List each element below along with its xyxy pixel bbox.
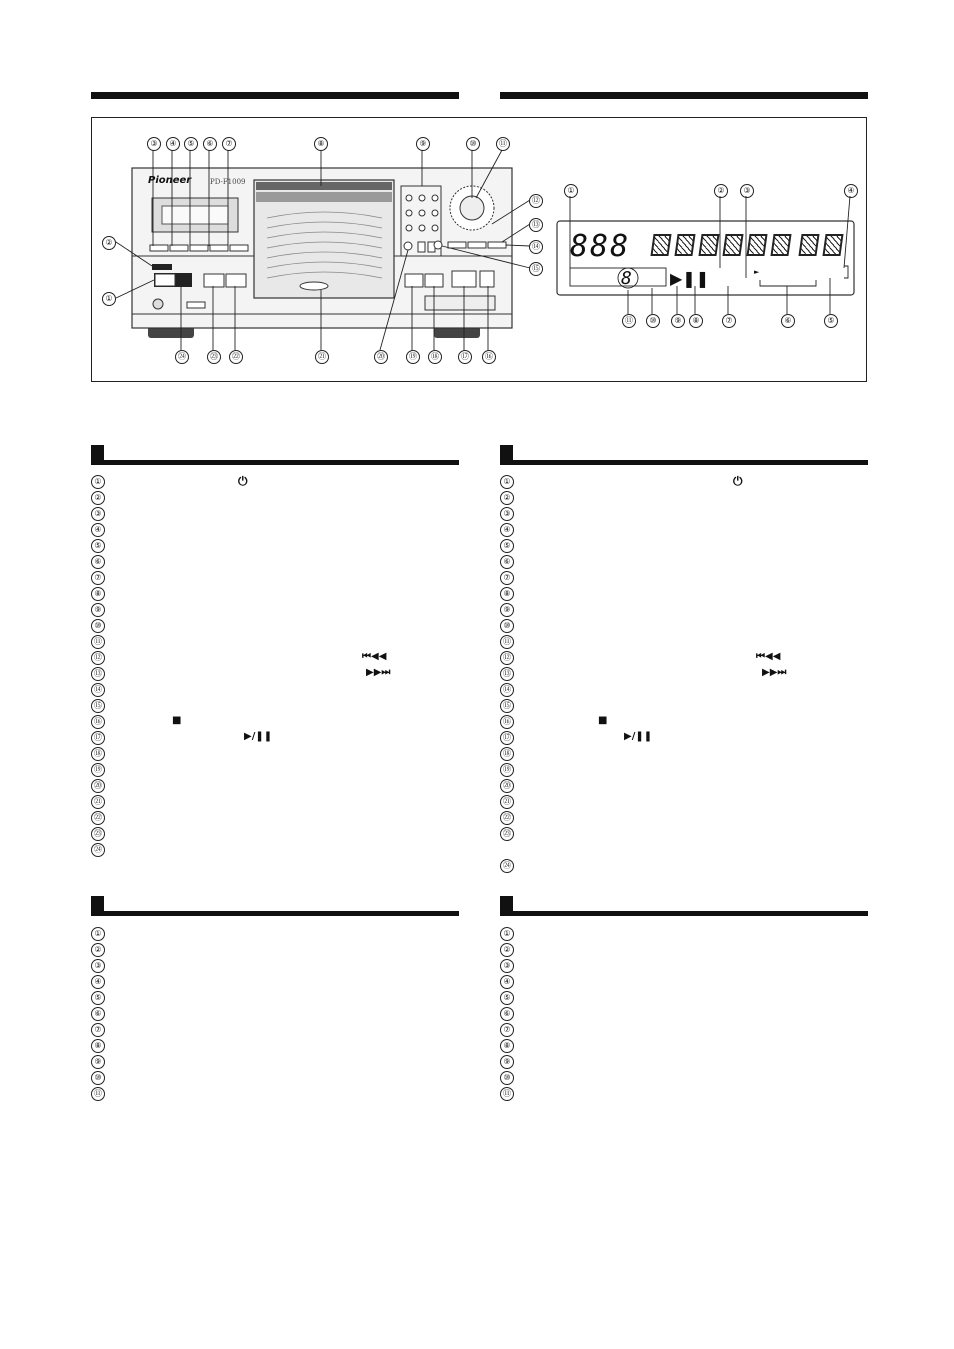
item-number: ⑳ bbox=[500, 779, 514, 793]
callout-7: ⑦ bbox=[222, 137, 236, 151]
item-number: ③ bbox=[500, 507, 514, 521]
segment-char bbox=[746, 234, 767, 256]
stop-icon: ■ bbox=[172, 715, 182, 726]
list-item bbox=[500, 618, 514, 634]
list-item bbox=[500, 698, 514, 714]
item-number: ⑰ bbox=[500, 731, 514, 745]
callout-17: ⑰ bbox=[458, 350, 472, 364]
list-item bbox=[500, 746, 514, 762]
list-item bbox=[500, 1038, 514, 1054]
list-item bbox=[500, 826, 514, 842]
power-icon: ⏻ bbox=[238, 474, 248, 488]
callout-1: ① bbox=[102, 292, 116, 306]
list-item bbox=[91, 698, 105, 714]
list-item bbox=[91, 1022, 105, 1038]
forward-icon: ▶▶⏭ bbox=[366, 667, 391, 678]
item-number: ⑤ bbox=[500, 991, 514, 1005]
list-item bbox=[91, 1070, 105, 1086]
list-item bbox=[91, 730, 105, 746]
item-number: ⑲ bbox=[91, 763, 105, 777]
list-item bbox=[91, 666, 105, 682]
list-item bbox=[91, 586, 105, 602]
item-number: ② bbox=[91, 491, 105, 505]
item-number: ⑨ bbox=[500, 1055, 514, 1069]
list-item bbox=[500, 1054, 514, 1070]
display-callout-6: ⑥ bbox=[781, 314, 795, 328]
brand-logo: Pioneer bbox=[148, 175, 192, 186]
item-number: ⑩ bbox=[91, 1071, 105, 1085]
item-number: ⑪ bbox=[91, 635, 105, 649]
callout-19: ⑲ bbox=[406, 350, 420, 364]
forward-icon: ▶▶⏭ bbox=[762, 667, 787, 678]
item-number: ㉒ bbox=[500, 811, 514, 825]
item-number: ⑩ bbox=[500, 1071, 514, 1085]
item-number: ⑤ bbox=[91, 539, 105, 553]
list-item bbox=[91, 1006, 105, 1022]
item-number: ② bbox=[500, 943, 514, 957]
callout-4: ④ bbox=[166, 137, 180, 151]
item-number: ㉓ bbox=[500, 827, 514, 841]
list-item bbox=[91, 778, 105, 794]
callout-22: ㉒ bbox=[229, 350, 243, 364]
item-number: ⑮ bbox=[500, 699, 514, 713]
item-number: ⑥ bbox=[91, 1007, 105, 1021]
item-number: ㉑ bbox=[500, 795, 514, 809]
display-callout-2: ② bbox=[714, 184, 728, 198]
list-item bbox=[91, 634, 105, 650]
callout-21: ㉑ bbox=[315, 350, 329, 364]
item-number: ⑬ bbox=[500, 667, 514, 681]
list-item bbox=[500, 942, 514, 958]
list-item bbox=[91, 682, 105, 698]
item-number: ⑯ bbox=[500, 715, 514, 729]
list-item bbox=[500, 794, 514, 810]
list-item bbox=[500, 506, 514, 522]
item-number: ⑪ bbox=[500, 1087, 514, 1101]
section-header-display-right bbox=[500, 896, 868, 916]
item-number: ② bbox=[500, 491, 514, 505]
callout-2: ② bbox=[102, 236, 116, 250]
callout-14: ⑭ bbox=[529, 240, 543, 254]
item-number: ⑮ bbox=[91, 699, 105, 713]
item-number: ⑧ bbox=[91, 587, 105, 601]
segment-char bbox=[698, 234, 719, 256]
item-number: ⑤ bbox=[500, 539, 514, 553]
item-number: ④ bbox=[91, 523, 105, 537]
item-number: ⑦ bbox=[91, 571, 105, 585]
item-number: ㉔ bbox=[500, 859, 514, 873]
list-item bbox=[91, 762, 105, 778]
item-number: ㉑ bbox=[91, 795, 105, 809]
callout-5: ⑤ bbox=[184, 137, 198, 151]
list-item bbox=[91, 746, 105, 762]
list-item bbox=[500, 778, 514, 794]
callout-20: ⑳ bbox=[374, 350, 388, 364]
item-number: ⑨ bbox=[91, 603, 105, 617]
item-number: ⑪ bbox=[500, 635, 514, 649]
item-number: ⑦ bbox=[500, 1023, 514, 1037]
item-number: ① bbox=[91, 927, 105, 941]
diagram-frame bbox=[91, 117, 867, 382]
list-item bbox=[500, 554, 514, 570]
display-callout-8: ⑧ bbox=[689, 314, 703, 328]
callout-15: ⑮ bbox=[529, 262, 543, 276]
segment-char bbox=[798, 234, 819, 256]
item-number: ④ bbox=[500, 523, 514, 537]
list-item bbox=[91, 490, 105, 506]
list-item bbox=[500, 974, 514, 990]
section-header-display-left bbox=[91, 896, 459, 916]
callout-8: ⑧ bbox=[314, 137, 328, 151]
section-header-controls-left bbox=[91, 445, 459, 465]
display-callout-4: ④ bbox=[844, 184, 858, 198]
item-number: ⑩ bbox=[500, 619, 514, 633]
list-item bbox=[500, 926, 514, 942]
model-label: PD-F1009 bbox=[210, 178, 246, 186]
item-number: ④ bbox=[500, 975, 514, 989]
list-item bbox=[91, 810, 105, 826]
item-number: ① bbox=[500, 927, 514, 941]
segment-char bbox=[822, 234, 843, 256]
list-item bbox=[500, 474, 514, 490]
list-item bbox=[91, 474, 105, 490]
section-header-controls-right bbox=[500, 445, 868, 465]
item-number: ⑫ bbox=[500, 651, 514, 665]
list-item bbox=[500, 1022, 514, 1038]
item-number: ② bbox=[91, 943, 105, 957]
list-item bbox=[91, 522, 105, 538]
display-callout-7: ⑦ bbox=[722, 314, 736, 328]
list-item bbox=[500, 490, 514, 506]
list-item bbox=[500, 858, 514, 874]
list-item bbox=[500, 810, 514, 826]
segment-char bbox=[650, 234, 671, 256]
segment-char bbox=[722, 234, 743, 256]
header-rule-right bbox=[500, 92, 868, 99]
callout-3: ③ bbox=[147, 137, 161, 151]
list-item bbox=[500, 522, 514, 538]
list-item bbox=[91, 714, 105, 730]
display-play-pause-indicator: ▶❚❚ bbox=[670, 269, 710, 288]
item-number: ⑥ bbox=[500, 1007, 514, 1021]
item-number: ③ bbox=[91, 507, 105, 521]
item-number: ⑥ bbox=[91, 555, 105, 569]
controls-list-left bbox=[91, 474, 459, 858]
list-item bbox=[91, 958, 105, 974]
list-item bbox=[91, 1086, 105, 1102]
list-item bbox=[500, 990, 514, 1006]
segment-char bbox=[674, 234, 695, 256]
display-disc-digit: 8 bbox=[621, 268, 632, 289]
item-number: ⑳ bbox=[91, 779, 105, 793]
header-rule-left bbox=[91, 92, 459, 99]
item-number: ⑧ bbox=[91, 1039, 105, 1053]
display-callout-5: ⑤ bbox=[824, 314, 838, 328]
item-number: ⑤ bbox=[91, 991, 105, 1005]
list-item bbox=[91, 570, 105, 586]
callout-16: ⑯ bbox=[482, 350, 496, 364]
callout-12: ⑫ bbox=[529, 194, 543, 208]
list-item bbox=[91, 1038, 105, 1054]
item-number: ④ bbox=[91, 975, 105, 989]
item-number: ⑰ bbox=[91, 731, 105, 745]
item-number: ⑨ bbox=[500, 603, 514, 617]
list-item bbox=[91, 650, 105, 666]
item-number: ⑥ bbox=[500, 555, 514, 569]
list-item bbox=[91, 618, 105, 634]
list-item bbox=[500, 570, 514, 586]
list-item bbox=[500, 730, 514, 746]
item-number: ⑩ bbox=[91, 619, 105, 633]
item-number: ⑭ bbox=[500, 683, 514, 697]
item-number: ① bbox=[91, 475, 105, 489]
item-number: ⑦ bbox=[500, 571, 514, 585]
display-list-right bbox=[500, 926, 868, 1102]
callout-23: ㉓ bbox=[207, 350, 221, 364]
item-number: ⑲ bbox=[500, 763, 514, 777]
list-item bbox=[500, 1086, 514, 1102]
item-number: ⑱ bbox=[91, 747, 105, 761]
list-item bbox=[500, 602, 514, 618]
list-item bbox=[91, 554, 105, 570]
callout-24: ㉔ bbox=[175, 350, 189, 364]
item-number: ③ bbox=[91, 959, 105, 973]
segment-char bbox=[770, 234, 791, 256]
rewind-icon: ⏮◀◀ bbox=[362, 651, 387, 662]
list-item bbox=[500, 538, 514, 554]
item-number: ㉓ bbox=[91, 827, 105, 841]
display-callout-1: ① bbox=[564, 184, 578, 198]
item-number: ㉔ bbox=[91, 843, 105, 857]
list-item bbox=[500, 634, 514, 650]
callout-10: ⑩ bbox=[466, 137, 480, 151]
stop-icon: ■ bbox=[598, 715, 608, 726]
callout-11: ⑪ bbox=[496, 137, 510, 151]
display-callout-9: ⑨ bbox=[671, 314, 685, 328]
list-item bbox=[500, 762, 514, 778]
display-digits: 888 bbox=[570, 229, 631, 264]
list-item bbox=[500, 682, 514, 698]
list-item bbox=[91, 794, 105, 810]
list-item bbox=[500, 650, 514, 666]
list-item bbox=[91, 926, 105, 942]
display-play-arrow: ► bbox=[754, 268, 760, 276]
list-item bbox=[500, 1006, 514, 1022]
item-number: ⑦ bbox=[91, 1023, 105, 1037]
list-item bbox=[91, 842, 105, 858]
callout-9: ⑨ bbox=[416, 137, 430, 151]
item-number: ⑭ bbox=[91, 683, 105, 697]
power-icon: ⏻ bbox=[733, 474, 743, 488]
list-item bbox=[91, 942, 105, 958]
display-callout-3: ③ bbox=[740, 184, 754, 198]
item-number: ⑯ bbox=[91, 715, 105, 729]
list-item bbox=[91, 990, 105, 1006]
rewind-icon: ⏮◀◀ bbox=[756, 651, 781, 662]
callout-18: ⑱ bbox=[428, 350, 442, 364]
item-number: ⑨ bbox=[91, 1055, 105, 1069]
list-item bbox=[500, 958, 514, 974]
controls-list-right bbox=[500, 474, 868, 874]
list-item bbox=[500, 1070, 514, 1086]
item-number: ㉒ bbox=[91, 811, 105, 825]
callout-6: ⑥ bbox=[203, 137, 217, 151]
list-item bbox=[91, 974, 105, 990]
play-pause-icon: ▶/❚❚ bbox=[244, 731, 273, 742]
list-item bbox=[91, 506, 105, 522]
list-item bbox=[91, 602, 105, 618]
display-list-left bbox=[91, 926, 459, 1102]
list-item bbox=[91, 538, 105, 554]
display-callout-11: ⑪ bbox=[622, 314, 636, 328]
item-number: ⑧ bbox=[500, 1039, 514, 1053]
list-item bbox=[500, 714, 514, 730]
callout-13: ⑬ bbox=[529, 218, 543, 232]
item-number: ⑫ bbox=[91, 651, 105, 665]
item-number: ⑬ bbox=[91, 667, 105, 681]
item-number: ③ bbox=[500, 959, 514, 973]
play-pause-icon: ▶/❚❚ bbox=[624, 731, 653, 742]
list-item bbox=[500, 666, 514, 682]
list-item bbox=[500, 586, 514, 602]
list-item bbox=[91, 1054, 105, 1070]
item-number: ⑪ bbox=[91, 1087, 105, 1101]
item-number: ⑧ bbox=[500, 587, 514, 601]
item-number: ⑱ bbox=[500, 747, 514, 761]
display-callout-10: ⑩ bbox=[646, 314, 660, 328]
list-item bbox=[91, 826, 105, 842]
item-number: ① bbox=[500, 475, 514, 489]
